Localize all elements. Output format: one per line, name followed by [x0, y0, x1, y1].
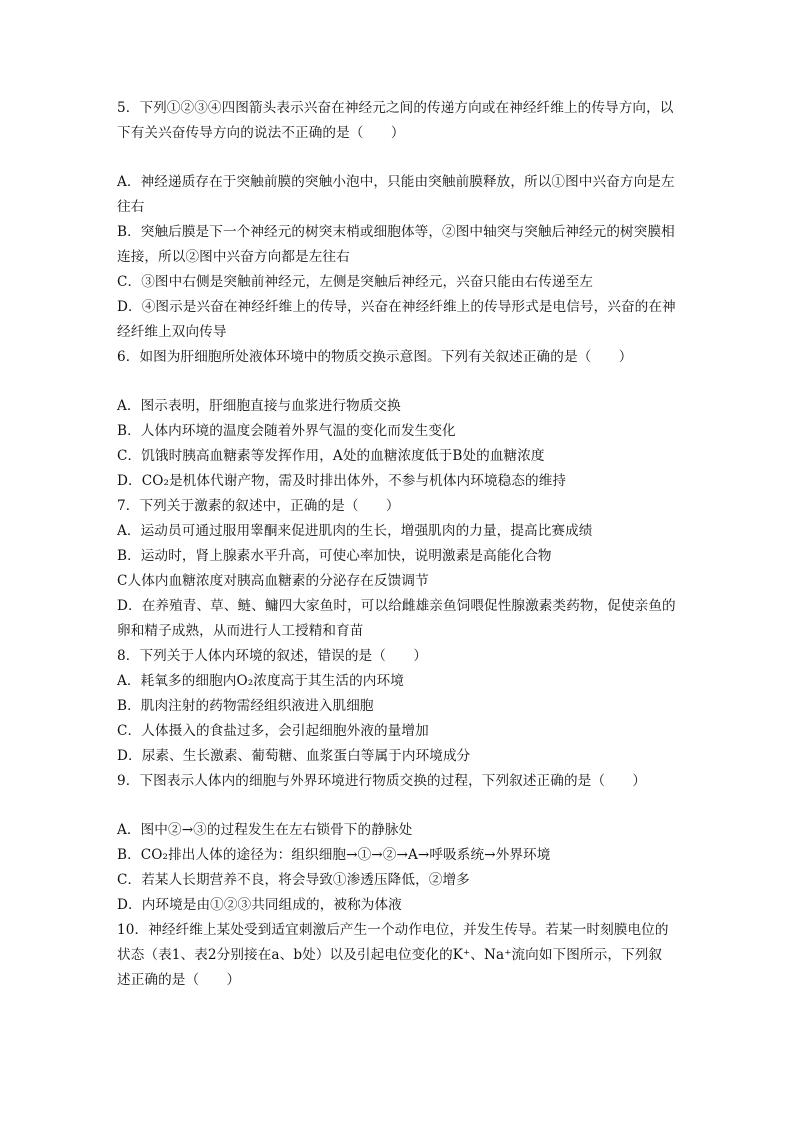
question-9-option-c: C．若某人长期营养不良，将会导致①渗透压降低，②增多	[117, 872, 470, 888]
question-8-option-a: A．耗氧多的细胞内O₂浓度高于其生活的内环境	[117, 673, 404, 689]
question-6	[117, 345, 682, 494]
question-6-option-a: A．图示表明，肝细胞直接与血浆进行物质交换	[117, 398, 401, 414]
question-5-option-d-line-1: D．④图示是兴奋在神经纤维上的传导，兴奋在神经纤维上的传导形式是电信号，兴奋的在神	[117, 299, 676, 315]
question-8-stem: 8．下列关于人体内环境的叙述，错误的是（ ）	[117, 648, 428, 664]
question-content	[117, 96, 682, 993]
question-7-stem: 7．下列关于激素的叙述中，正确的是（ ）	[117, 498, 400, 514]
question-7-option-d-line-1: D．在养殖青、草、鲢、鳙四大家鱼时，可以给雌雄亲鱼饲喂促性腺激素类药物，促使亲鱼的	[117, 598, 676, 614]
question-5-option-c: C．③图中右侧是突触前神经元，左侧是突触后神经元，兴奋只能由右传递至左	[117, 274, 594, 290]
question-10-stem-line-1: 10．神经纤维上某处受到适宜刺激后产生一个动作电位，并发生传导。若某一时刻膜电位的	[117, 922, 669, 938]
question-8	[117, 644, 682, 769]
question-5-stem-line-2: 下有关兴奋传导方向的说法不正确的是（ ）	[117, 125, 405, 141]
question-5-option-a-line-2: 往右	[117, 199, 145, 215]
figure-space	[117, 146, 682, 170]
question-7-option-c: C人体内血糖浓度对胰高血糖素的分泌存在反馈调节	[117, 573, 429, 589]
figure-space	[117, 794, 682, 818]
question-10-stem-line-2: 状态（表1、表2分别接在a、b处）以及引起电位变化的K⁺、Na⁺流向如下图所示，下列叙	[117, 947, 663, 963]
question-8-option-b: B．肌肉注射的药物需经组织液进入肌细胞	[117, 698, 374, 714]
question-10	[117, 918, 682, 993]
question-6-option-c: C．饥饿时胰高血糖素等发挥作用，A处的血糖浓度低于B处的血糖浓度	[117, 448, 545, 464]
question-8-option-d: D．尿素、生长激素、葡萄糖、血浆蛋白等属于内环境成分	[117, 748, 471, 764]
question-9-stem: 9．下图表示人体内的细胞与外界环境进行物质交换的过程，下列叙述正确的是（ ）	[117, 773, 647, 789]
question-5-stem-line-1: 5．下列①②③④四图箭头表示兴奋在神经元之间的传递方向或在神经纤维上的传导方向，以	[117, 100, 674, 116]
question-8-option-c: C．人体摄入的食盐过多，会引起细胞外液的量增加	[117, 723, 429, 739]
question-5-option-b-line-2: 连接，所以②图中兴奋方向都是左往右	[117, 249, 350, 265]
question-5-option-d-line-2: 经纤维上双向传导	[117, 324, 227, 340]
question-7-option-b: B．运动时，肾上腺素水平升高，可使心率加快，说明激素是高能化合物	[117, 548, 552, 564]
question-10-stem-line-3: 述正确的是（ ）	[117, 972, 241, 988]
question-7-option-d-line-2: 卵和精子成熟，从而进行人工授精和育苗	[117, 623, 364, 639]
question-5-option-b-line-1: B．突触后膜是下一个神经元的树突末梢或细胞体等，②图中轴突与突触后神经元的树突膜相	[117, 224, 675, 240]
question-6-option-d: D．CO₂是机体代谢产物，需及时排出体外，不参与机体内环境稳态的维持	[117, 473, 567, 489]
question-9-option-a: A．图中②→③的过程发生在左右锁骨下的静脉处	[117, 822, 413, 838]
question-9	[117, 769, 682, 918]
question-5	[117, 96, 682, 345]
question-5-option-a-line-1: A．神经递质存在于突触前膜的突触小泡中，只能由突触前膜释放，所以①图中兴奋方向是左	[117, 174, 675, 190]
question-6-option-b: B．人体内环境的温度会随着外界气温的变化而发生变化	[117, 423, 456, 439]
question-9-option-b: B．CO₂排出人体的途径为：组织细胞→①→②→A→呼吸系统→外界环境	[117, 847, 551, 863]
question-7	[117, 494, 682, 644]
figure-space	[117, 370, 682, 394]
question-9-option-d: D．内环境是由①②③共同组成的，被称为体液	[117, 897, 402, 913]
question-7-option-a: A．运动员可通过服用睾酮来促进肌肉的生长，增强肌肉的力量，提高比赛成绩	[117, 523, 593, 539]
question-6-stem: 6．如图为肝细胞所处液体环境中的物质交换示意图。下列有关叙述正确的是（ ）	[117, 349, 633, 365]
